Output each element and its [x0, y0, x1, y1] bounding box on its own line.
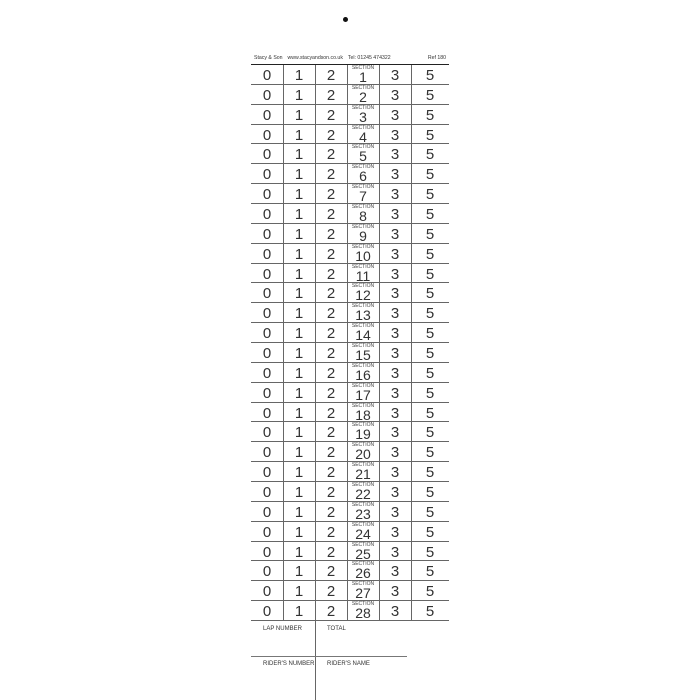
score-3-cell[interactable]: 3: [390, 543, 400, 561]
score-2-cell[interactable]: 2: [326, 424, 336, 442]
section-number: 11: [355, 267, 371, 284]
score-row: [251, 204, 449, 224]
score-3-cell[interactable]: 3: [390, 563, 400, 581]
score-2-cell[interactable]: 2: [326, 523, 336, 541]
section-number: 9: [359, 227, 367, 244]
section-number: 10: [355, 247, 371, 264]
score-0-cell[interactable]: 0: [262, 424, 272, 442]
score-1-cell[interactable]: 1: [294, 424, 304, 442]
score-5-cell[interactable]: 5: [425, 345, 435, 363]
section-cell: [347, 482, 379, 501]
score-row: [251, 422, 449, 442]
section-number: 27: [355, 585, 371, 602]
score-row: [251, 105, 449, 125]
score-2-cell[interactable]: 2: [326, 603, 336, 621]
section-cell: [347, 542, 379, 561]
score-3-cell[interactable]: 3: [390, 444, 400, 462]
score-5-cell[interactable]: 5: [425, 563, 435, 581]
score-2-cell[interactable]: 2: [326, 146, 336, 164]
section-label: SECTION: [351, 402, 375, 409]
score-row: [251, 442, 449, 462]
score-2-cell[interactable]: 2: [326, 583, 336, 601]
score-1-cell[interactable]: 1: [294, 345, 304, 363]
section-label: SECTION: [351, 303, 375, 310]
score-row: [251, 561, 449, 581]
score-1-cell[interactable]: 1: [294, 583, 304, 601]
section-cell: [347, 283, 379, 302]
score-1-cell[interactable]: 1: [294, 225, 304, 243]
score-0-cell[interactable]: 0: [262, 523, 272, 541]
lap-number-label: LAP NUMBER: [263, 626, 302, 633]
header-website: www.stacyandson.co.uk: [287, 55, 343, 61]
score-0-cell[interactable]: 0: [262, 503, 272, 521]
score-3-cell[interactable]: 3: [390, 126, 400, 144]
score-3-cell[interactable]: 3: [390, 67, 400, 84]
section-label: SECTION: [351, 601, 375, 608]
score-row: [251, 383, 449, 403]
section-cell: [347, 442, 379, 461]
section-cell: [347, 65, 379, 84]
score-0-cell[interactable]: 0: [262, 305, 272, 323]
score-5-cell[interactable]: 5: [425, 523, 435, 541]
score-row: [251, 482, 449, 502]
score-0-cell[interactable]: 0: [262, 186, 272, 204]
score-3-cell[interactable]: 3: [390, 285, 400, 303]
score-2-cell[interactable]: 2: [326, 106, 336, 124]
section-cell: [347, 561, 379, 580]
score-5-cell[interactable]: 5: [425, 245, 435, 263]
score-row: [251, 363, 449, 383]
score-1-cell[interactable]: 1: [294, 206, 304, 224]
score-0-cell[interactable]: 0: [262, 265, 272, 283]
score-0-cell[interactable]: 0: [262, 583, 272, 601]
score-3-cell[interactable]: 3: [390, 345, 400, 363]
footer-rule: [251, 656, 407, 657]
section-number: 18: [355, 406, 371, 423]
score-1-cell[interactable]: 1: [294, 523, 304, 541]
footer-divider: [315, 621, 316, 700]
section-cell: [347, 343, 379, 362]
score-2-cell[interactable]: 2: [326, 265, 336, 283]
score-row: [251, 303, 449, 323]
score-row: [251, 65, 449, 85]
riders-name-label: RIDER'S NAME: [327, 661, 370, 668]
score-5-cell[interactable]: 5: [425, 484, 435, 502]
score-1-cell[interactable]: 1: [294, 603, 304, 621]
score-row: [251, 542, 449, 562]
section-label: SECTION: [351, 482, 375, 489]
score-1-cell[interactable]: 1: [294, 67, 304, 84]
score-row: [251, 144, 449, 164]
score-3-cell[interactable]: 3: [390, 583, 400, 601]
section-number: 22: [355, 486, 371, 503]
score-0-cell[interactable]: 0: [262, 345, 272, 363]
header-company: Stacy & Son: [254, 55, 283, 61]
punch-hole: [343, 17, 348, 22]
section-label: SECTION: [351, 283, 375, 290]
score-2-cell[interactable]: 2: [326, 563, 336, 581]
score-5-cell[interactable]: 5: [425, 384, 435, 402]
section-number: 28: [355, 605, 371, 622]
section-label: SECTION: [351, 84, 375, 91]
section-number: 4: [359, 128, 367, 145]
score-2-cell[interactable]: 2: [326, 67, 336, 84]
score-2-cell[interactable]: 2: [326, 464, 336, 482]
score-3-cell[interactable]: 3: [390, 186, 400, 204]
section-number: 21: [355, 466, 371, 483]
section-number: 25: [355, 545, 371, 562]
score-3-cell[interactable]: 3: [390, 364, 400, 382]
section-number: 19: [355, 426, 371, 443]
score-row: [251, 403, 449, 423]
score-row: [251, 581, 449, 601]
score-3-cell[interactable]: 3: [390, 206, 400, 224]
score-2-cell[interactable]: 2: [326, 166, 336, 184]
score-2-cell[interactable]: 2: [326, 285, 336, 303]
score-5-cell[interactable]: 5: [425, 305, 435, 323]
section-number: 8: [359, 208, 367, 225]
score-row: [251, 244, 449, 264]
score-row: [251, 283, 449, 303]
section-cell: [347, 303, 379, 322]
section-label: SECTION: [351, 462, 375, 469]
score-3-cell[interactable]: 3: [390, 146, 400, 164]
column-divider: [347, 65, 348, 621]
score-row: [251, 164, 449, 184]
score-0-cell[interactable]: 0: [262, 384, 272, 402]
column-divider: [379, 65, 380, 621]
score-0-cell[interactable]: 0: [262, 325, 272, 343]
section-label: SECTION: [351, 223, 375, 230]
score-1-cell[interactable]: 1: [294, 563, 304, 581]
score-2-cell[interactable]: 2: [326, 225, 336, 243]
score-5-cell[interactable]: 5: [425, 126, 435, 144]
section-cell: [347, 224, 379, 243]
score-5-cell[interactable]: 5: [425, 583, 435, 601]
section-number: 7: [359, 188, 367, 205]
score-2-cell[interactable]: 2: [326, 345, 336, 363]
score-0-cell[interactable]: 0: [262, 86, 272, 104]
score-1-cell[interactable]: 1: [294, 106, 304, 124]
score-0-cell[interactable]: 0: [262, 404, 272, 422]
score-0-cell[interactable]: 0: [262, 67, 272, 84]
score-5-cell[interactable]: 5: [425, 225, 435, 243]
score-1-cell[interactable]: 1: [294, 126, 304, 144]
section-cell: [347, 125, 379, 144]
score-row: [251, 601, 449, 621]
score-2-cell[interactable]: 2: [326, 444, 336, 462]
section-cell: [347, 422, 379, 441]
section-cell: [347, 403, 379, 422]
score-0-cell[interactable]: 0: [262, 444, 272, 462]
score-1-cell[interactable]: 1: [294, 503, 304, 521]
section-label: SECTION: [351, 164, 375, 171]
score-row: [251, 343, 449, 363]
score-2-cell[interactable]: 2: [326, 325, 336, 343]
section-number: 2: [359, 88, 367, 105]
score-row: [251, 224, 449, 244]
score-0-cell[interactable]: 0: [262, 603, 272, 621]
score-3-cell[interactable]: 3: [390, 384, 400, 402]
score-3-cell[interactable]: 3: [390, 225, 400, 243]
score-1-cell[interactable]: 1: [294, 464, 304, 482]
score-row: [251, 125, 449, 145]
section-cell: [347, 264, 379, 283]
section-label: SECTION: [351, 263, 375, 270]
column-divider: [315, 65, 316, 621]
score-rows: [251, 65, 449, 621]
score-2-cell[interactable]: 2: [326, 484, 336, 502]
score-2-cell[interactable]: 2: [326, 126, 336, 144]
score-5-cell[interactable]: 5: [425, 364, 435, 382]
score-row: [251, 462, 449, 482]
score-3-cell[interactable]: 3: [390, 404, 400, 422]
score-1-cell[interactable]: 1: [294, 484, 304, 502]
score-row: [251, 502, 449, 522]
section-cell: [347, 462, 379, 481]
score-0-cell[interactable]: 0: [262, 146, 272, 164]
section-label: SECTION: [351, 343, 375, 350]
score-1-cell[interactable]: 1: [294, 384, 304, 402]
score-2-cell[interactable]: 2: [326, 206, 336, 224]
score-5-cell[interactable]: 5: [425, 424, 435, 442]
score-row: [251, 323, 449, 343]
section-label: SECTION: [351, 65, 375, 71]
section-label: SECTION: [351, 541, 375, 548]
section-label: SECTION: [351, 581, 375, 588]
score-3-cell[interactable]: 3: [390, 106, 400, 124]
section-label: SECTION: [351, 561, 375, 568]
section-label: SECTION: [351, 124, 375, 131]
score-3-cell[interactable]: 3: [390, 86, 400, 104]
header-ref: Ref 180: [427, 55, 446, 61]
score-3-cell[interactable]: 3: [390, 265, 400, 283]
score-1-cell[interactable]: 1: [294, 543, 304, 561]
riders-number-label: RIDER'S NUMBER: [263, 661, 315, 668]
section-cell: [347, 502, 379, 521]
section-label: SECTION: [351, 442, 375, 449]
score-0-cell[interactable]: 0: [262, 225, 272, 243]
score-2-cell[interactable]: 2: [326, 404, 336, 422]
score-5-cell[interactable]: 5: [425, 503, 435, 521]
score-1-cell[interactable]: 1: [294, 146, 304, 164]
score-2-cell[interactable]: 2: [326, 503, 336, 521]
score-3-cell[interactable]: 3: [390, 603, 400, 621]
section-label: SECTION: [351, 323, 375, 330]
section-cell: [347, 244, 379, 263]
section-label: SECTION: [351, 104, 375, 111]
score-5-cell[interactable]: 5: [425, 444, 435, 462]
section-label: SECTION: [351, 144, 375, 151]
score-1-cell[interactable]: 1: [294, 166, 304, 184]
card-header: [251, 52, 449, 65]
section-label: SECTION: [351, 422, 375, 429]
score-5-cell[interactable]: 5: [425, 325, 435, 343]
score-2-cell[interactable]: 2: [326, 364, 336, 382]
score-0-cell[interactable]: 0: [262, 106, 272, 124]
section-number: 3: [359, 108, 367, 125]
section-number: 23: [355, 505, 371, 522]
score-3-cell[interactable]: 3: [390, 325, 400, 343]
section-number: 6: [359, 168, 367, 185]
section-cell: [347, 184, 379, 203]
section-label: SECTION: [351, 362, 375, 369]
score-3-cell[interactable]: 3: [390, 424, 400, 442]
section-number: 24: [355, 525, 371, 542]
section-number: 12: [355, 287, 371, 304]
score-1-cell[interactable]: 1: [294, 364, 304, 382]
score-3-cell[interactable]: 3: [390, 305, 400, 323]
score-0-cell[interactable]: 0: [262, 126, 272, 144]
section-number: 1: [359, 69, 367, 85]
score-row: [251, 522, 449, 542]
section-label: SECTION: [351, 184, 375, 191]
score-5-cell[interactable]: 5: [425, 67, 435, 84]
section-cell: [347, 164, 379, 183]
score-1-cell[interactable]: 1: [294, 245, 304, 263]
score-2-cell[interactable]: 2: [326, 305, 336, 323]
score-0-cell[interactable]: 0: [262, 563, 272, 581]
score-5-cell[interactable]: 5: [425, 86, 435, 104]
section-number: 26: [355, 565, 371, 582]
score-2-cell[interactable]: 2: [326, 186, 336, 204]
score-row: [251, 184, 449, 204]
score-1-cell[interactable]: 1: [294, 404, 304, 422]
score-0-cell[interactable]: 0: [262, 206, 272, 224]
score-5-cell[interactable]: 5: [425, 106, 435, 124]
score-1-cell[interactable]: 1: [294, 285, 304, 303]
score-3-cell[interactable]: 3: [390, 523, 400, 541]
score-3-cell[interactable]: 3: [390, 166, 400, 184]
score-3-cell[interactable]: 3: [390, 484, 400, 502]
score-2-cell[interactable]: 2: [326, 86, 336, 104]
score-1-cell[interactable]: 1: [294, 325, 304, 343]
score-5-cell[interactable]: 5: [425, 265, 435, 283]
score-2-cell[interactable]: 2: [326, 384, 336, 402]
score-5-cell[interactable]: 5: [425, 285, 435, 303]
section-number: 13: [355, 307, 371, 324]
section-number: 14: [355, 327, 371, 344]
section-number: 17: [355, 386, 371, 403]
score-1-cell[interactable]: 1: [294, 86, 304, 104]
section-number: 16: [355, 366, 371, 383]
section-cell: [347, 601, 379, 620]
header-telephone: Tel: 01245 474322: [347, 55, 391, 61]
section-label: SECTION: [351, 243, 375, 250]
score-5-cell[interactable]: 5: [425, 603, 435, 621]
score-5-cell[interactable]: 5: [425, 464, 435, 482]
score-1-cell[interactable]: 1: [294, 186, 304, 204]
section-cell: [347, 383, 379, 402]
section-cell: [347, 581, 379, 600]
section-label: SECTION: [351, 501, 375, 508]
section-cell: [347, 144, 379, 163]
section-number: 15: [355, 347, 371, 364]
score-0-cell[interactable]: 0: [262, 245, 272, 263]
score-0-cell[interactable]: 0: [262, 364, 272, 382]
section-number: 5: [359, 148, 367, 165]
column-divider: [411, 65, 412, 621]
section-cell: [347, 323, 379, 342]
score-3-cell[interactable]: 3: [390, 503, 400, 521]
section-cell: [347, 85, 379, 104]
section-cell: [347, 105, 379, 124]
section-label: SECTION: [351, 521, 375, 528]
score-0-cell[interactable]: 0: [262, 285, 272, 303]
total-label: TOTAL: [327, 626, 346, 633]
section-number: 20: [355, 446, 371, 463]
score-5-cell[interactable]: 5: [425, 166, 435, 184]
score-3-cell[interactable]: 3: [390, 245, 400, 263]
score-1-cell[interactable]: 1: [294, 305, 304, 323]
score-1-cell[interactable]: 1: [294, 444, 304, 462]
score-row: [251, 85, 449, 105]
column-divider: [283, 65, 284, 621]
score-5-cell[interactable]: 5: [425, 206, 435, 224]
score-2-cell[interactable]: 2: [326, 245, 336, 263]
score-1-cell[interactable]: 1: [294, 265, 304, 283]
score-5-cell[interactable]: 5: [425, 543, 435, 561]
score-5-cell[interactable]: 5: [425, 146, 435, 164]
score-2-cell[interactable]: 2: [326, 543, 336, 561]
score-0-cell[interactable]: 0: [262, 543, 272, 561]
score-0-cell[interactable]: 0: [262, 166, 272, 184]
section-cell: [347, 363, 379, 382]
section-cell: [347, 522, 379, 541]
score-card: [251, 52, 449, 700]
score-5-cell[interactable]: 5: [425, 404, 435, 422]
score-0-cell[interactable]: 0: [262, 484, 272, 502]
score-5-cell[interactable]: 5: [425, 186, 435, 204]
score-3-cell[interactable]: 3: [390, 464, 400, 482]
score-row: [251, 264, 449, 284]
section-cell: [347, 204, 379, 223]
section-label: SECTION: [351, 204, 375, 211]
section-label: SECTION: [351, 382, 375, 389]
score-0-cell[interactable]: 0: [262, 464, 272, 482]
